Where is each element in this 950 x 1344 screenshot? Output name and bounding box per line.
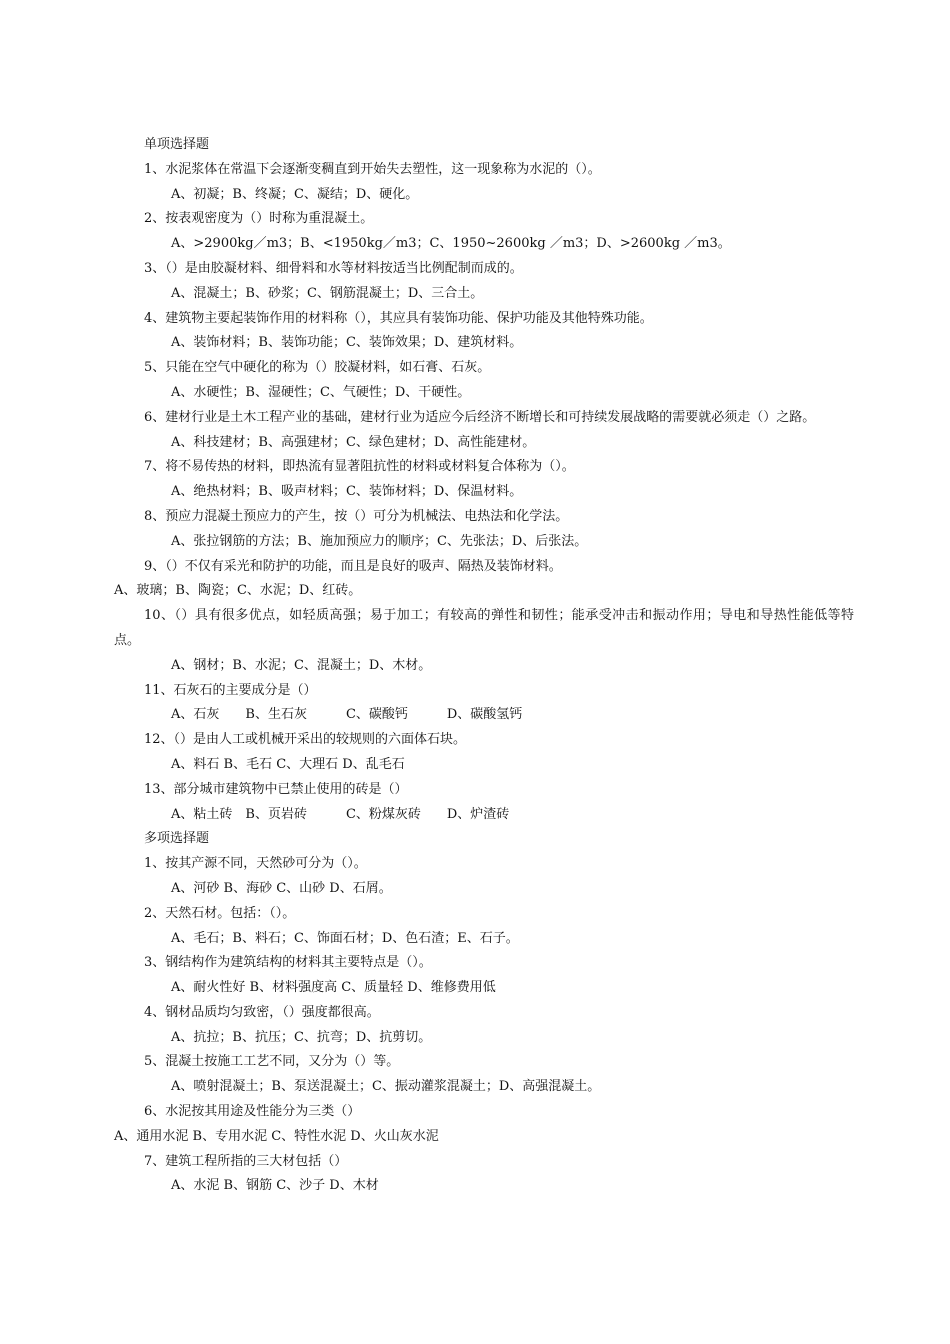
text-line: 多项选择题 <box>144 831 210 847</box>
text-line: 4、建筑物主要起装饰作用的材料称（），其应具有装饰功能、保护功能及其他特殊功能。 <box>144 310 653 326</box>
text-line: 6、水泥按其用途及性能分为三类（） <box>144 1104 361 1120</box>
text-line: 11、石灰石的主要成分是（） <box>144 682 317 698</box>
text-line: A、喷射混凝土；B、泵送混凝土；C、振动灌浆混凝土；D、高强混凝土。 <box>171 1079 601 1095</box>
text-line: A、水硬性；B、湿硬性；C、气硬性；D、干硬性。 <box>171 384 471 400</box>
text-line: 8、预应力混凝土预应力的产生，按（）可分为机械法、电热法和化学法。 <box>144 508 569 524</box>
text-line: A、料石 B、毛石 C、大理石 D、乱毛石 <box>171 756 405 772</box>
text-line: A、装饰材料；B、装饰功能；C、装饰效果；D、建筑材料。 <box>171 335 523 351</box>
text-line: 9、（）不仅有采光和防护的功能，而且是良好的吸声、隔热及装饰材料。 <box>144 558 562 574</box>
text-line: 5、混凝土按施工工艺不同，又分为（）等。 <box>144 1054 400 1070</box>
text-line: A、河砂 B、海砂 C、山砂 D、石屑。 <box>171 880 392 896</box>
text-line: 1、按其产源不同，天然砂可分为（）。 <box>144 856 367 872</box>
text-line: A、毛石；B、料石；C、饰面石材；D、色石渣；E、石子。 <box>171 930 519 946</box>
text-line: 7、将不易传热的材料，即热流有显著阻抗性的材料或材料复合体称为（）。 <box>144 459 575 475</box>
document-body <box>114 133 854 1199</box>
text-line: A、科技建材；B、高强建材；C、绿色建材；D、高性能建材。 <box>171 434 536 450</box>
text-line: A、>2900kg／m3；B、<1950kg／m3；C、1950~2600kg ／m3；D、>2600kg ／m3。 <box>171 236 731 252</box>
text-line: A、初凝；B、终凝；C、凝结；D、硬化。 <box>171 186 419 202</box>
text-line: A、耐火性好 B、材料强度高 C、质量轻 D、维修费用低 <box>171 980 496 996</box>
text-line: 12、（）是由人工或机械开采出的较规则的六面体石块。 <box>144 732 467 748</box>
text-line: A、混凝土；B、砂浆；C、钢筋混凝土；D、三合土。 <box>171 285 484 301</box>
text-line: 3、钢结构作为建筑结构的材料其主要特点是（）。 <box>144 955 432 971</box>
text-line: A、粘土砖 B、页岩砖 C、粉煤灰砖 D、炉渣砖 <box>171 806 510 822</box>
text-line: 5、只能在空气中硬化的称为（）胶凝材料，如石膏、石灰。 <box>144 360 491 376</box>
text-line: A、绝热材料；B、吸声材料；C、装饰材料；D、保温材料。 <box>171 484 523 500</box>
text-line: 6、建材行业是土木工程产业的基础，建材行业为适应今后经济不断增长和可持续发展战略的需要就必须走（）之路。 <box>144 409 816 425</box>
text-line: 10、（）具有很多优点，如轻质高强；易于加工；有较高的弹性和韧性；能承受冲击和振动作用；导电和导热性能低等特点。 <box>114 608 854 648</box>
text-line: A、石灰 B、生石灰 C、碳酸钙 D、碳酸氢钙 <box>171 707 523 723</box>
text-line: 2、按表观密度为（）时称为重混凝土。 <box>144 211 374 227</box>
text-line: A、钢材；B、水泥；C、混凝土；D、木材。 <box>171 657 432 673</box>
text-line: A、张拉钢筋的方法；B、施加预应力的顺序；C、先张法；D、后张法。 <box>171 533 588 549</box>
text-line: A、水泥 B、钢筋 C、沙子 D、木材 <box>171 1178 379 1194</box>
text-line: A、抗拉；B、抗压；C、抗弯；D、抗剪切。 <box>171 1029 432 1045</box>
text-line: 4、钢材品质均匀致密，（）强度都很高。 <box>144 1004 380 1020</box>
text-line: 2、天然石材。包括：（）。 <box>144 905 296 921</box>
text-line: 7、建筑工程所指的三大材包括（） <box>144 1153 348 1169</box>
text-line: A、通用水泥 B、专用水泥 C、特性水泥 D、火山灰水泥 <box>114 1128 439 1144</box>
text-line: 3、（）是由胶凝材料、细骨料和水等材料按适当比例配制而成的。 <box>144 260 523 276</box>
text-line: A、玻璃；B、陶瓷；C、水泥；D、红砖。 <box>114 583 362 599</box>
text-line: 单项选择题 <box>144 137 210 152</box>
text-line: 13、部分城市建筑物中已禁止使用的砖是（） <box>144 781 408 797</box>
text-line: 1、水泥浆体在常温下会逐渐变稠直到开始失去塑性，这一现象称为水泥的（）。 <box>144 161 601 177</box>
